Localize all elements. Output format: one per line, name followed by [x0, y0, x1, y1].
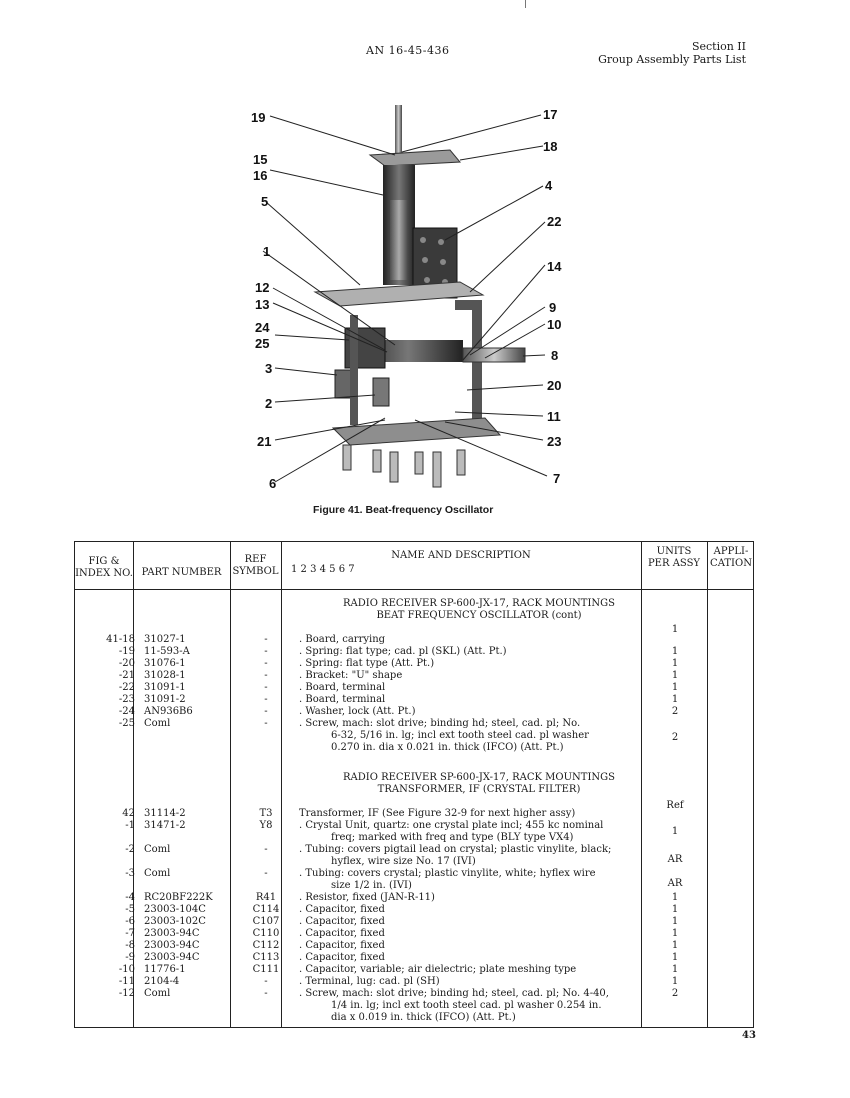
part-number-cell: 31076-1: [144, 658, 186, 669]
index-cell: -11: [118, 976, 135, 987]
group-title-if-2: TRANSFORMER, IF (CRYSTAL FILTER): [377, 784, 581, 795]
units-cell: 1: [671, 904, 679, 915]
units-cell: 2: [671, 706, 679, 717]
description-text: . Terminal, lug: cad. pl (SH): [299, 976, 440, 987]
description-text: . Capacitor, fixed: [299, 952, 385, 963]
ref-symbol-cell: -: [264, 694, 268, 705]
part-number-cell: 11-593-A: [144, 646, 190, 657]
figure-caption: Figure 41. Beat-frequency Oscillator: [313, 504, 494, 516]
ref-symbol-cell: -: [264, 844, 268, 855]
description-cell: [299, 928, 641, 940]
callout-14: 14: [547, 259, 562, 274]
index-cell: -19: [118, 646, 135, 657]
document-number: AN 16-45-436: [366, 44, 450, 57]
callout-19: 19: [251, 110, 266, 125]
description-cell: [299, 964, 641, 976]
units-cell: 1: [671, 682, 679, 693]
units-cell: 2: [671, 988, 679, 999]
callout-16: 16: [253, 168, 268, 183]
ref-symbol-cell: -: [264, 670, 268, 681]
description-cell: [299, 706, 641, 718]
units-cell: 1: [671, 952, 679, 963]
terminal-board: [333, 418, 500, 445]
units-cell: 1: [671, 694, 679, 705]
units-cell: AR: [667, 878, 683, 889]
ref-symbol-cell: T3: [259, 808, 273, 819]
description-text: . Capacitor, variable; air dielectric; plate meshing type: [299, 964, 577, 975]
description-cell: [299, 904, 641, 916]
description-text: . Capacitor, fixed: [299, 904, 385, 915]
units-cell: 1: [671, 964, 679, 975]
units-cell: AR: [667, 854, 683, 865]
ref-symbol-cell: -: [264, 718, 268, 729]
description-text: . Capacitor, fixed: [299, 940, 385, 951]
ref-symbol-cell: C112: [252, 940, 280, 951]
index-cell: -10: [118, 964, 135, 975]
description-cell: [299, 694, 641, 706]
top-plate: [370, 150, 460, 166]
callout-25: 25: [255, 336, 270, 351]
part-number-cell: 31114-2: [144, 808, 186, 819]
part-number-cell: 31471-2: [144, 820, 186, 831]
ref-symbol-cell: -: [264, 658, 268, 669]
ref-symbol-cell: -: [264, 706, 268, 717]
description-continuation: hyflex, wire size No. 17 (IVI): [331, 856, 476, 867]
part-number-cell: 23003-104C: [144, 904, 206, 915]
units-cell: 1: [671, 892, 679, 903]
callout-17: 17: [543, 107, 558, 122]
callout-13: 13: [255, 297, 270, 312]
header-application: APPLI- CATION: [710, 546, 752, 569]
description-continuation: 6-32, 5/16 in. lg; incl ext tooth steel cad. pl washer 0.270 in. dia x 0.021 in. thick (IFCO) (Att. Pt.): [331, 730, 589, 753]
description-cell: [299, 682, 641, 694]
index-cell: -9: [125, 952, 135, 963]
description-cell: [299, 976, 641, 988]
section-header: [598, 40, 746, 66]
header-name-description: NAME AND DESCRIPTION: [391, 550, 531, 561]
callout-12: 12: [255, 280, 270, 295]
ref-symbol-cell: R41: [255, 892, 277, 903]
header-indent-levels: 1 2 3 4 5 6 7: [291, 564, 355, 575]
index-cell: -7: [125, 928, 135, 939]
callout-20: 20: [547, 378, 562, 393]
description-text: . Board, carrying: [299, 634, 386, 645]
description-cell: [299, 952, 641, 964]
units-cell: 1: [671, 940, 679, 951]
index-cell: -8: [125, 940, 135, 951]
callout-8: 8: [551, 348, 559, 363]
ref-symbol-cell: C110: [252, 928, 280, 939]
ref-symbol-cell: -: [264, 634, 268, 645]
header-fig-index: FIG & INDEX NO.: [75, 556, 133, 579]
units-cell: 1: [671, 646, 679, 657]
index-cell: -4: [125, 892, 135, 903]
description-text: . Washer, lock (Att. Pt.): [299, 706, 416, 717]
description-text: . Board, terminal: [299, 682, 386, 693]
ref-symbol-cell: C114: [252, 904, 280, 915]
units-cell: 1: [671, 976, 679, 987]
description-text: . Tubing: covers crystal; plastic vinylite, white; hyflex wire: [299, 868, 596, 879]
description-cell: [299, 916, 641, 928]
description-cell: [299, 820, 641, 844]
description-text: . Bracket: "U" shape: [299, 670, 403, 681]
callout-6: 6: [269, 476, 277, 491]
index-cell: -20: [118, 658, 135, 669]
ref-symbol-cell: C107: [252, 916, 280, 927]
index-cell: -1: [125, 820, 135, 831]
index-cell: -25: [118, 718, 135, 729]
part-number-cell: AN936B6: [144, 706, 193, 717]
description-cell: [299, 658, 641, 670]
ref-symbol-cell: -: [264, 682, 268, 693]
callout-1: 1: [263, 244, 271, 259]
callout-4: 4: [545, 178, 553, 193]
callout-3: 3: [265, 361, 273, 376]
description-cell: [299, 844, 641, 868]
part-number-cell: Coml: [144, 868, 171, 879]
ref-symbol-cell: -: [264, 868, 268, 879]
description-cell: [299, 808, 641, 820]
callout-7: 7: [553, 471, 561, 486]
header-units-per-assy: UNITS PER ASSY: [647, 546, 701, 569]
description-cell: [299, 718, 641, 754]
description-text: . Spring: flat type (Att. Pt.): [299, 658, 435, 669]
part-number-cell: RC20BF222K: [144, 892, 213, 903]
section-subtitle: Group Assembly Parts List: [598, 53, 746, 66]
units-cell: 1: [671, 916, 679, 927]
description-cell: [299, 988, 641, 1024]
group-title-bfo-1: RADIO RECEIVER SP-600-JX-17, RACK MOUNTINGS: [342, 598, 616, 609]
header-ref-symbol: REF SYMBOL: [232, 554, 279, 577]
part-number-cell: Coml: [144, 718, 171, 729]
part-number-cell: 31028-1: [144, 670, 186, 681]
description-cell: [299, 646, 641, 658]
description-text: . Crystal Unit, quartz: one crystal plate incl; 455 kc nominal: [299, 820, 604, 831]
header-part-number: PART NUMBER: [141, 567, 222, 578]
part-number-cell: 2104-4: [144, 976, 180, 987]
part-number-cell: 31091-2: [144, 694, 186, 705]
index-cell: -2: [125, 844, 135, 855]
coupling: [463, 348, 525, 362]
callout-21: 21: [257, 434, 272, 449]
description-continuation: size 1/2 in. (IVI): [331, 880, 412, 891]
part-number-cell: 23003-94C: [144, 952, 200, 963]
callout-9: 9: [549, 300, 557, 315]
description-cell: [299, 940, 641, 952]
units-cell: 1: [671, 826, 679, 837]
description-text: Transformer, IF (See Figure 32-9 for next higher assy): [299, 808, 576, 819]
callout-2: 2: [265, 396, 273, 411]
description-cell: [299, 868, 641, 892]
callout-23: 23: [547, 434, 562, 449]
index-cell: 41-18: [106, 634, 135, 645]
ref-symbol-cell: -: [264, 976, 268, 987]
index-cell: -6: [125, 916, 135, 927]
units-cell: 1: [671, 928, 679, 939]
description-continuation: 1/4 in. lg; incl ext tooth steel cad. pl washer 0.254 in. dia x 0.019 in. thick (IFCO) (Att. Pt.): [331, 1000, 602, 1023]
index-cell: -3: [125, 868, 135, 879]
description-cell: [299, 634, 641, 646]
description-continuation: freq; marked with freq and type (BLY type VX4): [331, 832, 574, 843]
description-text: . Screw, mach: slot drive; binding hd; steel, cad. pl; No.: [299, 718, 581, 729]
ref-symbol-cell: Y8: [259, 820, 273, 831]
index-cell: -5: [125, 904, 135, 915]
callout-24: 24: [255, 320, 270, 335]
index-cell: -24: [118, 706, 135, 717]
callout-22: 22: [547, 214, 562, 229]
callout-10: 10: [547, 317, 562, 332]
part-number-cell: 31091-1: [144, 682, 186, 693]
part-number-cell: Coml: [144, 844, 171, 855]
index-cell: 42: [122, 808, 135, 819]
callout-5: 5: [261, 194, 269, 209]
description-text: . Tubing: covers pigtail lead on crystal; plastic vinylite, black;: [299, 844, 612, 855]
part-number-cell: 23003-94C: [144, 928, 200, 939]
oscillator-figure: [245, 100, 575, 500]
index-cell: -22: [118, 682, 135, 693]
ref-symbol-cell: -: [264, 988, 268, 999]
page-number: 43: [742, 1030, 756, 1041]
ref-symbol-cell: C113: [252, 952, 280, 963]
description-text: . Resistor, fixed (JAN-R-11): [299, 892, 435, 903]
section-label: Section II: [691, 40, 746, 53]
callout-18: 18: [543, 139, 558, 154]
u-bracket: [455, 305, 477, 430]
index-cell: -12: [118, 988, 135, 999]
part-number-cell: 11776-1: [144, 964, 186, 975]
description-text: . Capacitor, fixed: [299, 928, 385, 939]
callout-11: 11: [547, 409, 561, 424]
part-number-cell: 23003-94C: [144, 940, 200, 951]
units-cell: 1: [671, 624, 679, 635]
description-text: . Spring: flat type; cad. pl (SKL) (Att. Pt.): [299, 646, 507, 657]
ref-symbol-cell: -: [264, 646, 268, 657]
units-cell: 1: [671, 658, 679, 669]
index-cell: -21: [118, 670, 135, 681]
group-title-bfo-2: BEAT FREQUENCY OSCILLATOR (cont): [376, 610, 582, 621]
description-text: . Screw, mach: slot drive; binding hd; steel, cad. pl; No. 4-40,: [299, 988, 609, 999]
group-title-if-1: RADIO RECEIVER SP-600-JX-17, RACK MOUNTINGS: [342, 772, 616, 783]
parts-list-table: [74, 541, 754, 1028]
description-cell: [299, 670, 641, 682]
ref-symbol-cell: C111: [252, 964, 280, 975]
shaft: [395, 105, 402, 155]
index-cell: -23: [118, 694, 135, 705]
part-number-cell: 23003-102C: [144, 916, 206, 927]
part-number-cell: Coml: [144, 988, 171, 999]
description-text: . Capacitor, fixed: [299, 916, 385, 927]
description-text: . Board, terminal: [299, 694, 386, 705]
part-number-cell: 31027-1: [144, 634, 186, 645]
description-cell: [299, 892, 641, 904]
units-cell: Ref: [666, 800, 684, 811]
units-cell: 2: [671, 732, 679, 743]
units-cell: 1: [671, 670, 679, 681]
callout-15: 15: [253, 152, 268, 167]
scan-mark: [525, 0, 526, 8]
